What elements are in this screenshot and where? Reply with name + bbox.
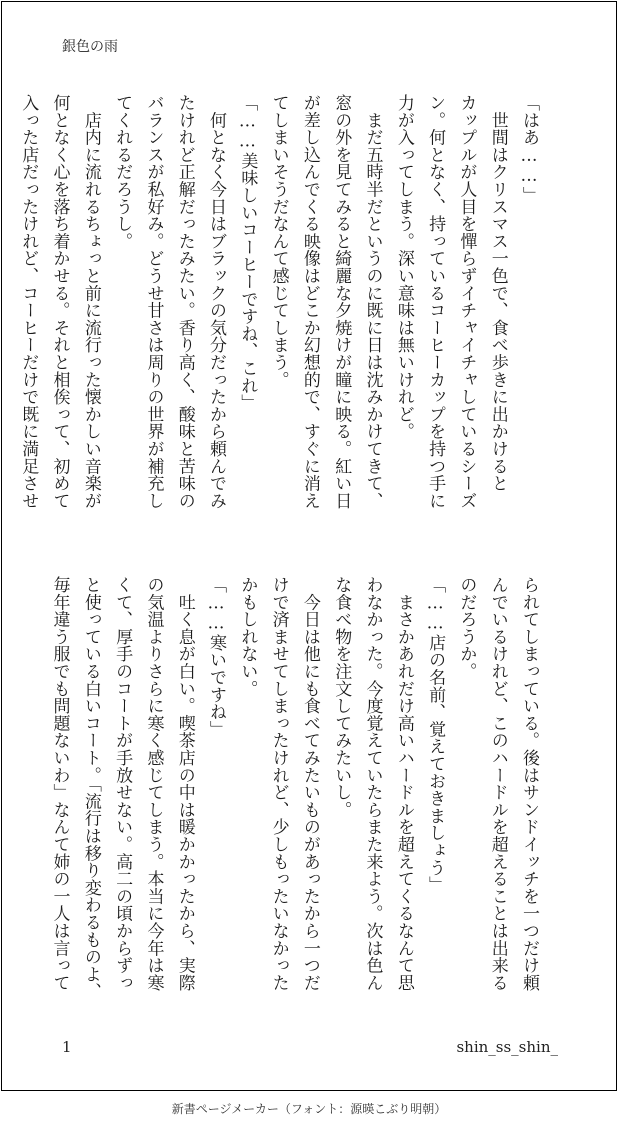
author-handle: shin_ss_shin_ bbox=[456, 1038, 558, 1056]
text-line: まさかあれだけ高いハードルを超えてくるなんて思 bbox=[393, 576, 414, 992]
text-line: 入った店だったけれど、コーヒーだけで既に満足させ bbox=[18, 94, 39, 510]
page-number: 1 bbox=[62, 1038, 72, 1056]
text-line: てしまいそうだなんて感じてしまう。 bbox=[268, 94, 289, 389]
generator-caption: 新書ページメーカー（フォント：源暎こぶり明朝） bbox=[171, 1102, 447, 1116]
text-line: カップルが人目を憚らずイチャイチャしているシーズ bbox=[456, 94, 477, 510]
text-line: のだろうか。 bbox=[456, 576, 477, 680]
book-title-header: 銀色の雨 bbox=[62, 39, 118, 55]
text-line: 今日は他にも食べてみたいものがあったから一つだ bbox=[299, 576, 320, 992]
text-line: けで済ませてしまったけれど、少しもったいなかった bbox=[268, 576, 289, 992]
text-line: んでいるけれど、このハードルを超えることは出来る bbox=[487, 576, 508, 992]
text-line: わなかった。今度覚えていたらまた来よう。次は色ん bbox=[362, 576, 383, 992]
text-line: 何となく今日はブラックの気分だったから頼んでみ bbox=[206, 94, 227, 510]
book-page bbox=[1, 1, 617, 1091]
text-line: 「はあ……」 bbox=[519, 94, 539, 204]
text-line: 何となく心を落ち着かせる。それと相俟って、初めて bbox=[49, 94, 70, 510]
text-line: バランスが私好み。どうせ甘さは周りの世界が補充し bbox=[143, 94, 164, 510]
text-line: 「……店の名前、覚えておきましょう」 bbox=[425, 576, 446, 894]
text-line: 力が入ってしまう。深い意味は無いけれど。 bbox=[393, 94, 414, 440]
body-text-top-half bbox=[18, 94, 544, 534]
text-line: 窓の外を見てみると綺麗な夕焼けが瞳に映る。紅い日 bbox=[331, 94, 352, 510]
body-text-bottom-half bbox=[49, 576, 544, 1016]
text-line: と使っている白いコート。「流行は移り変わるものよ、 bbox=[80, 576, 101, 1000]
text-line: くて、厚手のコートが手放せない。高二の頃からずっ bbox=[112, 576, 133, 992]
text-line: の気温よりさらに寒く感じてしまう。本当に今年は寒 bbox=[143, 576, 164, 992]
text-line: てくれるだろうし。 bbox=[112, 94, 133, 250]
text-line: 吐く息が白い。喫茶店の中は暖かかったから、実際 bbox=[174, 576, 195, 992]
text-line: られてしまっている。後はサンドイッチを一つだけ頼 bbox=[519, 576, 539, 992]
text-line: が差し込んでくる映像はどこか幻想的で、すぐに消え bbox=[299, 94, 320, 510]
text-line: ン。何となく、持っているコーヒーカップを持つ手に bbox=[425, 94, 446, 510]
text-line: かもしれない。 bbox=[237, 576, 258, 698]
text-line: たけれど正解だったみたい。香り高く、酸味と苦味の bbox=[174, 94, 195, 510]
text-line: 店内に流れるちょっと前に流行った懐かしい音楽が bbox=[80, 94, 101, 510]
text-line: まだ五時半だというのに既に日は沈みかけてきて、 bbox=[362, 94, 383, 510]
text-line: 毎年違う服でも問題ないわ」なんて姉の一人は言って bbox=[49, 576, 70, 992]
text-line: 世間はクリスマス一色で、食べ歩きに出かけると bbox=[487, 94, 508, 492]
text-line: な食べ物を注文してみたいし。 bbox=[331, 576, 352, 819]
text-line: 「……美味しいコーヒーですね、これ」 bbox=[237, 94, 258, 412]
text-line: 「……寒いですね」 bbox=[206, 576, 227, 738]
